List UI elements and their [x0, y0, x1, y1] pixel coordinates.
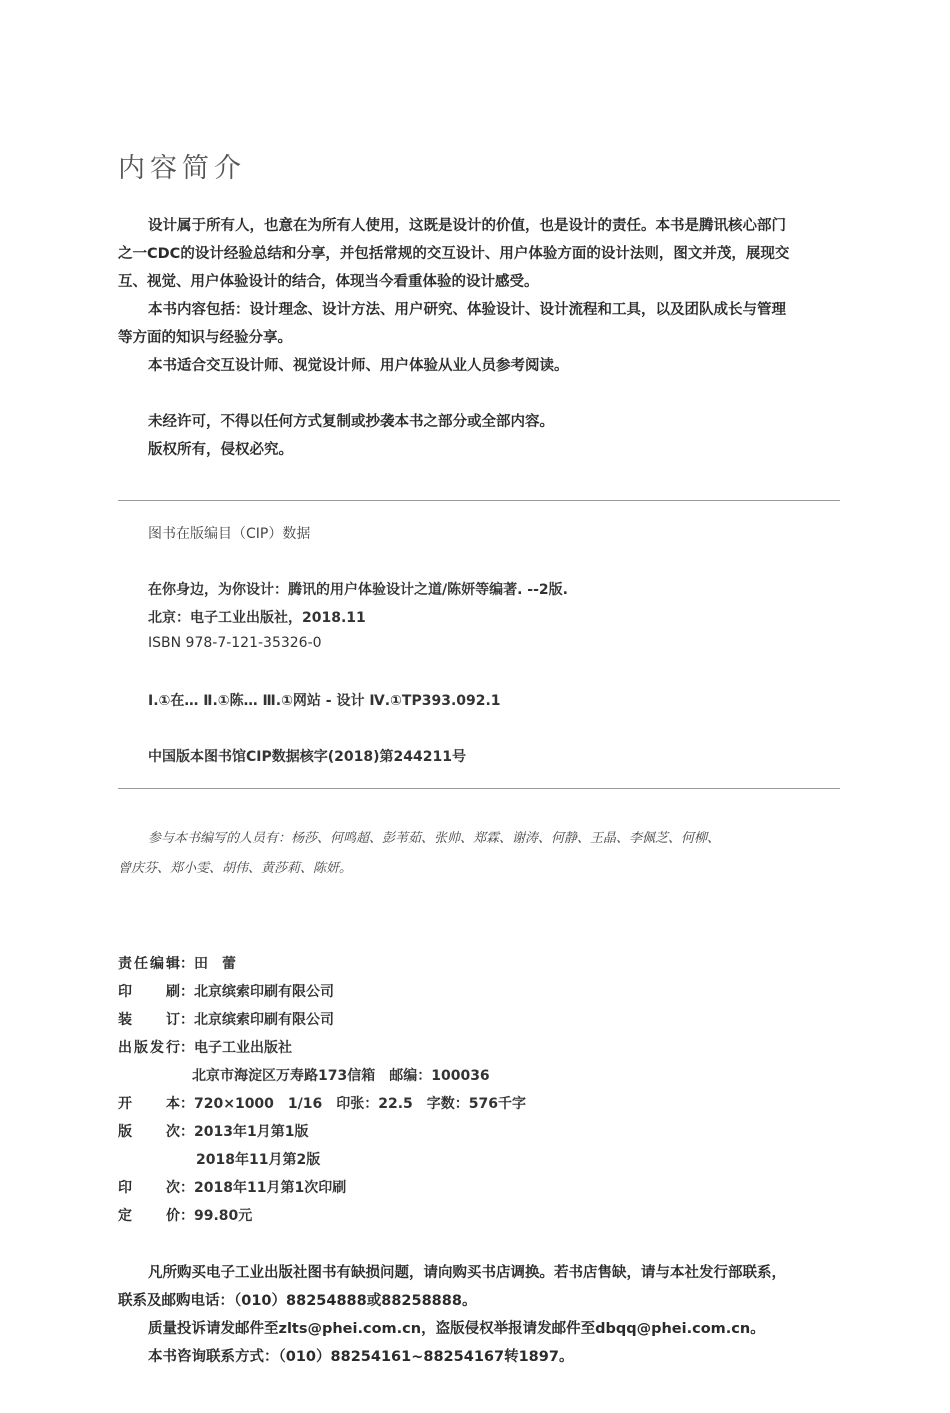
notice-line-2: 联系及邮购电话：（010）88254888或88258888。 — [118, 1293, 477, 1309]
meta-edition-2 — [196, 1146, 320, 1174]
meta-label: 责任编辑 — [118, 956, 180, 972]
divider — [118, 500, 840, 501]
meta-label: 定 价 — [118, 1208, 180, 1224]
meta-binder: 装 订：北京缤索印刷有限公司 — [118, 1006, 334, 1034]
meta-label: 印 刷 — [118, 984, 180, 1000]
copyright-statement: 版权所有，侵权必究。 — [148, 442, 293, 458]
meta-label: 印 次 — [118, 1180, 180, 1196]
meta-format: 开 本：720×1000 1/16 印张：22.5 字数：576千字 — [118, 1090, 526, 1118]
meta-value: 北京缤索印刷有限公司 — [194, 1012, 334, 1028]
intro-line: 本书内容包括：设计理念、设计方法、用户研究、体验设计、设计流程和工具，以及团队成长与管理 — [148, 302, 786, 318]
cip-classification: Ⅰ.①在… Ⅱ.①陈… Ⅲ.①网站 - 设计 Ⅳ.①TP393.092.1 — [148, 693, 501, 709]
intro-line: 之一CDC的设计经验总结和分享，并包括常规的交互设计、用户体验方面的设计法则，图文并茂，展现交 — [118, 246, 790, 262]
meta-label: 装 订 — [118, 1012, 180, 1028]
notice-line-4: 本书咨询联系方式：（010）88254161~88254167转1897。 — [148, 1349, 574, 1365]
meta-label: 出版发行 — [118, 1040, 180, 1056]
cip-isbn: ISBN 978-7-121-35326-0 — [148, 635, 322, 651]
meta-editor: 责任编辑：田 蕾 — [118, 950, 236, 978]
intro-paragraph-2 — [118, 296, 786, 352]
intro-paragraph-3: 本书适合交互设计师、视觉设计师、用户体验从业人员参考阅读。 — [148, 358, 569, 374]
meta-value: 99.80元 — [194, 1208, 253, 1224]
cip-header: 图书在版编目（CIP）数据 — [148, 526, 311, 542]
meta-value: 北京缤索印刷有限公司 — [194, 984, 334, 1000]
meta-label: 版 次 — [118, 1124, 180, 1140]
meta-value: 北京市海淀区万寿路173信箱 邮编：100036 — [192, 1068, 490, 1084]
intro-line: 等方面的知识与经验分享。 — [118, 330, 292, 346]
intro-line: 设计属于所有人，也意在为所有人使用，这既是设计的价值，也是设计的责任。本书是腾讯核心部门 — [148, 218, 786, 234]
intro-line: 互、视觉、用户体验设计的结合，体现当今看重体验的设计感受。 — [118, 274, 539, 290]
meta-value: 2018年11月第1次印刷 — [194, 1180, 347, 1196]
contributors-line-2: 曾庆芬、郑小雯、胡伟、黄莎莉、陈妍。 — [118, 861, 353, 876]
cip-title: 在你身边，为你设计：腾讯的用户体验设计之道/陈妍等编著. --2版. — [148, 582, 568, 598]
meta-edition: 版 次：2013年1月第1版 — [118, 1118, 308, 1146]
cip-publisher: 北京：电子工业出版社，2018.11 — [148, 610, 366, 626]
meta-value: 2018年11月第2版 — [196, 1152, 321, 1168]
meta-address — [192, 1062, 490, 1090]
copyright-notice: 未经许可，不得以任何方式复制或抄袭本书之部分或全部内容。 — [148, 414, 554, 430]
meta-printer: 印 刷：北京缤索印刷有限公司 — [118, 978, 334, 1006]
meta-publisher: 出版发行：电子工业出版社 — [118, 1034, 292, 1062]
intro-paragraph-1 — [118, 212, 789, 296]
meta-value: 田 蕾 — [194, 956, 236, 972]
cip-number: 中国版本图书馆CIP数据核字(2018)第244211号 — [148, 749, 466, 765]
meta-printing: 印 次：2018年11月第1次印刷 — [118, 1174, 346, 1202]
meta-label: 开 本 — [118, 1096, 180, 1112]
notice-line-3: 质量投诉请发邮件至zlts@phei.com.cn，盗版侵权举报请发邮件至dbqq@phei.com.cn。 — [148, 1321, 765, 1337]
notice-line-1: 凡所购买电子工业出版社图书有缺损问题，请向购买书店调换。若书店售缺，请与本社发行部联系， — [148, 1265, 786, 1281]
meta-value: 720×1000 1/16 印张：22.5 字数：576千字 — [194, 1096, 527, 1112]
page-title: 内容简介 — [118, 153, 246, 184]
divider — [118, 788, 840, 789]
meta-price: 定 价：99.80元 — [118, 1202, 252, 1230]
contributors-line-1: 参与本书编写的人员有：杨莎、何鸣超、彭苇茹、张帅、郑霖、谢涛、何静、王晶、李佩芝、何柳、 — [148, 831, 721, 846]
meta-value: 2013年1月第1版 — [194, 1124, 309, 1140]
meta-value: 电子工业出版社 — [194, 1040, 292, 1056]
